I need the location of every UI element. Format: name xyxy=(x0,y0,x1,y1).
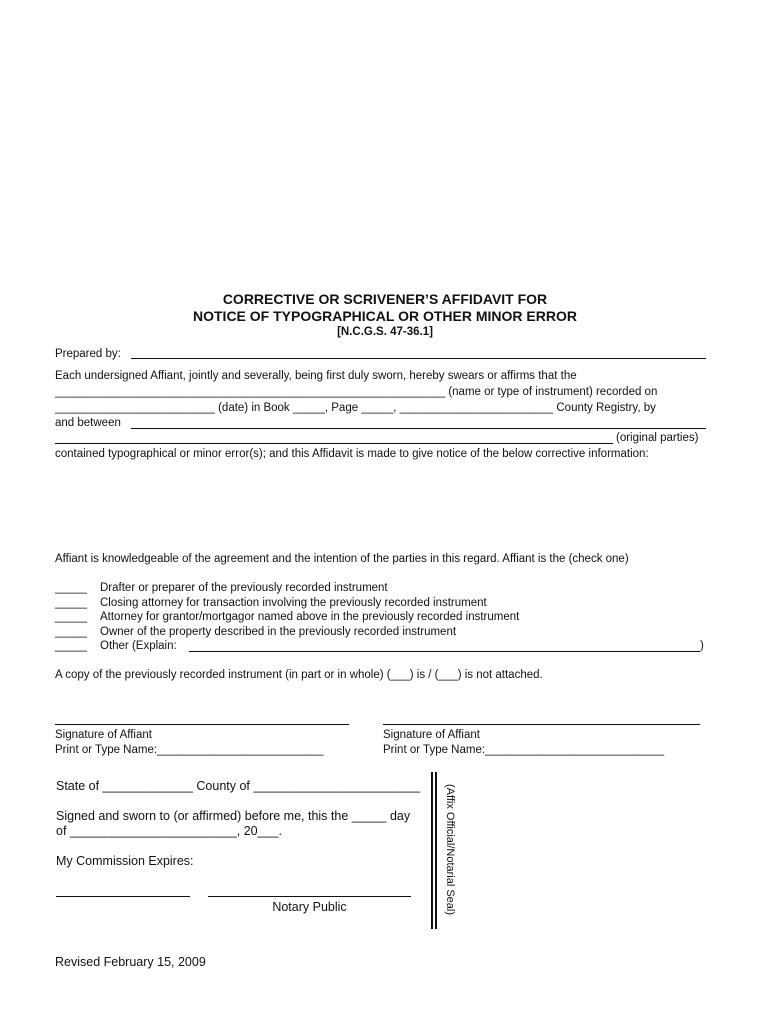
signature-label-1: Signature of Affiant xyxy=(55,729,152,741)
parties-field-2[interactable] xyxy=(55,443,613,444)
option-label-drafter: Drafter or preparer of the previously recorded instrument xyxy=(100,582,388,594)
document-title-line1: CORRECTIVE OR SCRIVENER’S AFFIDAVIT FOR xyxy=(222,291,548,307)
affiant-statement: Affiant is knowledgeable of the agreement and the intention of the parties in this regard. Affiant is the (check one) xyxy=(55,553,629,565)
option-other-close: ) xyxy=(700,640,704,652)
document-title-line2: NOTICE OF TYPOGRAPHICAL OR OTHER MINOR ERROR xyxy=(193,308,577,324)
affidavit-text-line2: _____________________________________________________________ (name or type of instrument) recorded on xyxy=(55,386,658,398)
option-blank[interactable]: _____ xyxy=(55,640,87,652)
prepared-by-label: Prepared by: xyxy=(55,348,121,360)
statute-reference: [N.C.G.S. 47-36.1] xyxy=(337,326,433,338)
copy-statement: A copy of the previously recorded instrument (in part or in whole) (___) is / (___) is not attached. xyxy=(55,669,543,681)
sworn-line-1: Signed and sworn to (or affirmed) before me, this the _____ day xyxy=(56,809,411,823)
affidavit-text-line6: contained typographical or minor error(s); and this Affidavit is made to give notice of the below corrective information: xyxy=(55,448,649,460)
commission-expires-label: My Commission Expires: xyxy=(56,854,194,868)
signature-line-affiant-2[interactable] xyxy=(383,724,700,725)
notary-signature-line[interactable] xyxy=(208,896,411,897)
option-blank[interactable]: _____ xyxy=(55,597,87,609)
option-blank[interactable]: _____ xyxy=(55,626,87,638)
prepared-by-field[interactable] xyxy=(131,358,706,359)
print-name-field-2[interactable]: Print or Type Name:____________________________ xyxy=(383,744,665,756)
option-label-other: Other (Explain: xyxy=(100,640,177,652)
seal-divider-right xyxy=(435,772,437,929)
option-blank[interactable]: _____ xyxy=(55,582,87,594)
state-county-line[interactable]: State of _____________ County of ________________________ xyxy=(56,779,421,793)
sworn-line-2[interactable]: of ________________________, 20___. xyxy=(56,824,282,838)
option-label-closing-attorney: Closing attorney for transaction involving the previously recorded instrument xyxy=(100,597,487,609)
print-name-field-1[interactable]: Print or Type Name:__________________________ xyxy=(55,744,324,756)
signature-label-2: Signature of Affiant xyxy=(383,729,480,741)
option-label-grantor-attorney: Attorney for grantor/mortgagor named above in the previously recorded instrument xyxy=(100,611,520,623)
signature-line-affiant-1[interactable] xyxy=(55,724,349,725)
revised-date: Revised February 15, 2009 xyxy=(55,955,206,969)
affidavit-text-line4: and between xyxy=(55,417,121,429)
affidavit-text-line1: Each undersigned Affiant, jointly and severally, being first duly sworn, hereby swears or affirms that the xyxy=(55,370,577,382)
other-explain-field[interactable] xyxy=(189,651,700,652)
affidavit-text-line3: _________________________ (date) in Book _____, Page _____, ________________________ County Registry, by xyxy=(55,402,656,414)
notary-public-label: Notary Public xyxy=(272,900,347,914)
option-label-owner: Owner of the property described in the previously recorded instrument xyxy=(100,626,457,638)
option-blank[interactable]: _____ xyxy=(55,611,87,623)
commission-expires-field[interactable] xyxy=(56,896,190,897)
affidavit-text-line5: (original parties) xyxy=(616,432,699,444)
seal-divider-left xyxy=(431,772,433,929)
parties-field-1[interactable] xyxy=(131,428,706,429)
notary-seal-label: (Affix Official/Notarial Seal) xyxy=(444,784,456,916)
